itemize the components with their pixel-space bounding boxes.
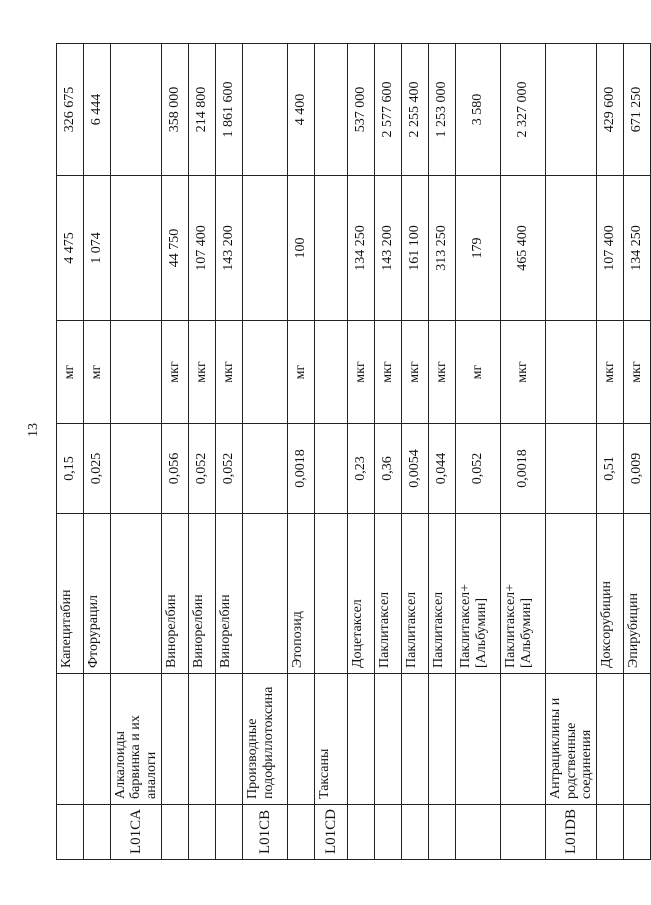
quantity-cell: 313 250 <box>429 176 456 321</box>
ddd-cell: 0,23 <box>348 424 375 514</box>
group-name-cell <box>216 674 243 805</box>
drug-name-cell: Паклитаксел <box>402 514 429 674</box>
atc-code-cell <box>288 805 315 860</box>
group-name-cell <box>456 674 501 805</box>
unit-cell: мкг <box>375 321 402 424</box>
atc-code-cell <box>456 805 501 860</box>
atc-code-cell <box>189 805 216 860</box>
drug-name-cell: Фторурацил <box>84 514 111 674</box>
ddd-cell: 0,15 <box>57 424 84 514</box>
atc-code-cell <box>429 805 456 860</box>
group-name-cell <box>375 674 402 805</box>
unit-cell: мкг <box>429 321 456 424</box>
drug-name-cell: Паклитаксел <box>429 514 456 674</box>
group-name-cell <box>501 674 546 805</box>
unit-cell: мг <box>456 321 501 424</box>
table-row <box>315 44 348 860</box>
table-row <box>546 44 597 860</box>
total-cell: 326 675 <box>57 44 84 176</box>
unit-cell: мг <box>57 321 84 424</box>
quantity-cell: 134 250 <box>624 176 651 321</box>
table-row <box>189 44 216 860</box>
unit-cell <box>243 321 288 424</box>
total-cell: 6 444 <box>84 44 111 176</box>
atc-code-cell <box>84 805 111 860</box>
quantity-cell: 134 250 <box>348 176 375 321</box>
total-cell: 671 250 <box>624 44 651 176</box>
drug-name-cell: Капецитабин <box>57 514 84 674</box>
unit-cell: мкг <box>402 321 429 424</box>
table-row <box>288 44 315 860</box>
rotated-table-container <box>56 44 645 860</box>
ddd-cell: 0,0018 <box>501 424 546 514</box>
atc-code-cell <box>624 805 651 860</box>
atc-code-cell: L01DB <box>546 805 597 860</box>
quantity-cell <box>243 176 288 321</box>
group-name-cell <box>402 674 429 805</box>
unit-cell: мкг <box>189 321 216 424</box>
ddd-cell <box>111 424 162 514</box>
quantity-cell <box>315 176 348 321</box>
atc-code-cell: L01CD <box>315 805 348 860</box>
table-row <box>111 44 162 860</box>
atc-code-cell <box>402 805 429 860</box>
quantity-cell: 44 750 <box>162 176 189 321</box>
ddd-cell: 0,51 <box>597 424 624 514</box>
total-cell <box>546 44 597 176</box>
unit-cell: мг <box>288 321 315 424</box>
total-cell: 2 255 400 <box>402 44 429 176</box>
total-cell: 358 000 <box>162 44 189 176</box>
total-cell: 3 580 <box>456 44 501 176</box>
drug-name-cell: Паклитаксел+ [Альбумин] <box>501 514 546 674</box>
drug-table-body <box>57 44 651 860</box>
group-name-cell: Таксаны <box>315 674 348 805</box>
unit-cell <box>315 321 348 424</box>
group-name-cell <box>624 674 651 805</box>
unit-cell: мкг <box>348 321 375 424</box>
group-name-cell <box>288 674 315 805</box>
table-row <box>375 44 402 860</box>
group-name-cell <box>348 674 375 805</box>
total-cell: 537 000 <box>348 44 375 176</box>
table-row <box>501 44 546 860</box>
total-cell: 1 253 000 <box>429 44 456 176</box>
total-cell <box>315 44 348 176</box>
ddd-cell: 0,044 <box>429 424 456 514</box>
quantity-cell: 179 <box>456 176 501 321</box>
table-row <box>216 44 243 860</box>
group-name-cell: Производные подофиллотоксина <box>243 674 288 805</box>
group-name-cell <box>84 674 111 805</box>
drug-name-cell: Паклитаксел+ [Альбумин] <box>456 514 501 674</box>
atc-code-cell: L01CA <box>111 805 162 860</box>
table-row <box>429 44 456 860</box>
drug-name-cell <box>243 514 288 674</box>
group-name-cell <box>57 674 84 805</box>
total-cell: 1 861 600 <box>216 44 243 176</box>
ddd-cell: 0,052 <box>189 424 216 514</box>
drug-name-cell: Винорелбин <box>216 514 243 674</box>
total-cell: 4 400 <box>288 44 315 176</box>
ddd-cell: 0,0018 <box>288 424 315 514</box>
unit-cell <box>546 321 597 424</box>
atc-code-cell: L01CB <box>243 805 288 860</box>
quantity-cell: 107 400 <box>597 176 624 321</box>
unit-cell: мкг <box>501 321 546 424</box>
drug-name-cell: Винорелбин <box>189 514 216 674</box>
quantity-cell: 143 200 <box>375 176 402 321</box>
unit-cell: мкг <box>597 321 624 424</box>
table-row <box>402 44 429 860</box>
ddd-cell: 0,025 <box>84 424 111 514</box>
ddd-cell: 0,052 <box>456 424 501 514</box>
group-name-cell <box>429 674 456 805</box>
drug-name-cell <box>546 514 597 674</box>
unit-cell: мг <box>84 321 111 424</box>
group-name-cell <box>162 674 189 805</box>
quantity-cell <box>111 176 162 321</box>
drug-name-cell: Этопозид <box>288 514 315 674</box>
quantity-cell: 100 <box>288 176 315 321</box>
quantity-cell: 161 100 <box>402 176 429 321</box>
atc-code-cell <box>57 805 84 860</box>
page-number: 13 <box>26 423 41 437</box>
total-cell: 429 600 <box>597 44 624 176</box>
drug-name-cell <box>111 514 162 674</box>
total-cell: 2 577 600 <box>375 44 402 176</box>
drug-name-cell <box>315 514 348 674</box>
table-row <box>162 44 189 860</box>
atc-code-cell <box>348 805 375 860</box>
drug-name-cell: Винорелбин <box>162 514 189 674</box>
quantity-cell: 107 400 <box>189 176 216 321</box>
table-row <box>243 44 288 860</box>
unit-cell: мкг <box>624 321 651 424</box>
atc-code-cell <box>216 805 243 860</box>
table-row <box>348 44 375 860</box>
ddd-cell: 0,009 <box>624 424 651 514</box>
table-row <box>84 44 111 860</box>
drug-name-cell: Доцетаксел <box>348 514 375 674</box>
ddd-cell: 0,36 <box>375 424 402 514</box>
unit-cell: мкг <box>162 321 189 424</box>
group-name-cell: Антрациклины и родственные соединения <box>546 674 597 805</box>
group-name-cell <box>597 674 624 805</box>
group-name-cell: Алкалоиды барвинка и их аналоги <box>111 674 162 805</box>
table-row <box>57 44 84 860</box>
atc-code-cell <box>597 805 624 860</box>
total-cell <box>111 44 162 176</box>
ddd-cell: 0,0054 <box>402 424 429 514</box>
ddd-cell <box>315 424 348 514</box>
unit-cell <box>111 321 162 424</box>
drug-table <box>56 43 651 860</box>
table-row <box>624 44 651 860</box>
ddd-cell: 0,056 <box>162 424 189 514</box>
atc-code-cell <box>162 805 189 860</box>
quantity-cell <box>546 176 597 321</box>
quantity-cell: 143 200 <box>216 176 243 321</box>
drug-name-cell: Доксорубицин <box>597 514 624 674</box>
table-row <box>456 44 501 860</box>
total-cell: 2 327 000 <box>501 44 546 176</box>
quantity-cell: 4 475 <box>57 176 84 321</box>
atc-code-cell <box>375 805 402 860</box>
ddd-cell: 0,052 <box>216 424 243 514</box>
table-row <box>597 44 624 860</box>
total-cell: 214 800 <box>189 44 216 176</box>
ddd-cell <box>243 424 288 514</box>
total-cell <box>243 44 288 176</box>
atc-code-cell <box>501 805 546 860</box>
drug-name-cell: Эпирубицин <box>624 514 651 674</box>
quantity-cell: 1 074 <box>84 176 111 321</box>
quantity-cell: 465 400 <box>501 176 546 321</box>
ddd-cell <box>546 424 597 514</box>
group-name-cell <box>189 674 216 805</box>
unit-cell: мкг <box>216 321 243 424</box>
drug-name-cell: Паклитаксел <box>375 514 402 674</box>
